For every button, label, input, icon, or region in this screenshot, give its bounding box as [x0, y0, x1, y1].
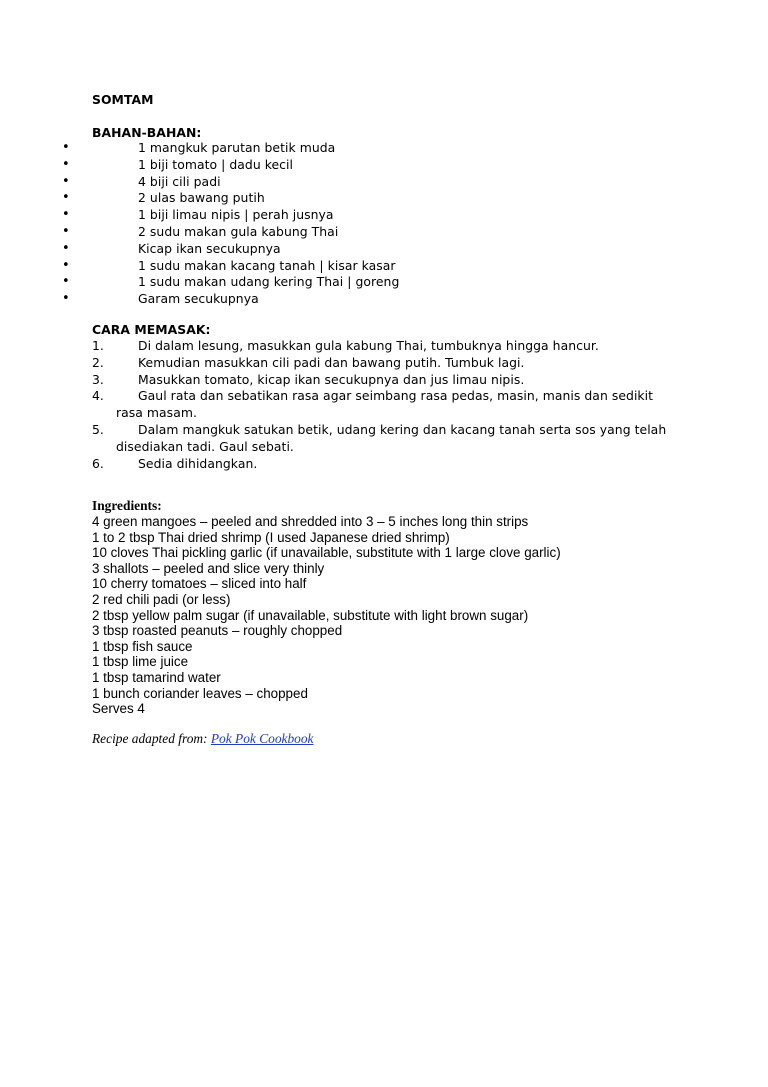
list-item [0, 190, 768, 207]
step-text: Masukkan tomato, kicap ikan secukupnya dan jus limau nipis. [138, 371, 525, 387]
step-number: 2. [92, 354, 104, 370]
list-item [0, 422, 768, 456]
list-item: 10 cherry tomatoes – sliced into half [92, 576, 307, 592]
bullet-icon: • [62, 223, 70, 239]
list-item [0, 456, 768, 473]
ingredient-text: 1 sudu makan kacang tanah | kisar kasar [138, 257, 396, 273]
step-number: 1. [92, 338, 104, 353]
list-item: 1 tbsp tamarind water [92, 669, 221, 685]
bullet-icon: • [62, 156, 70, 172]
list-item [0, 274, 768, 291]
credit-prefix: Recipe adapted from: [92, 731, 211, 746]
bullet-icon: • [62, 291, 70, 307]
ingredient-text: Kicap ikan secukupnya [138, 240, 281, 256]
list-item: 3 tbsp roasted peanuts – roughly chopped [92, 623, 343, 639]
bullet-icon: • [62, 240, 70, 256]
bullet-icon: • [62, 257, 70, 273]
bullet-icon: • [62, 190, 70, 206]
method-heading-malay: CARA MEMASAK: [92, 322, 211, 337]
list-item: 10 cloves Thai pickling garlic (if unavailable, substitute with 1 large clove garlic) [92, 545, 561, 561]
ingredient-text: 2 ulas bawang putih [138, 190, 265, 206]
ingredient-text: 4 biji cili padi [138, 173, 221, 189]
step-text: Di dalam lesung, masukkan gula kabung Thai, tumbuknya hingga hancur. [138, 338, 599, 353]
list-item [0, 355, 768, 372]
bullet-icon: • [62, 274, 70, 290]
ingredients-heading-malay: BAHAN-BAHAN: [92, 125, 202, 140]
ingredient-list-english [92, 514, 712, 717]
bullet-icon: • [62, 173, 70, 189]
list-item [0, 241, 768, 258]
list-item [0, 140, 768, 157]
list-item: 1 tbsp lime juice [92, 654, 189, 670]
ingredient-text: Garam secukupnya [138, 291, 259, 307]
list-item [0, 174, 768, 191]
ingredient-text: 1 biji limau nipis | perah jusnya [138, 207, 334, 223]
list-item [0, 258, 768, 275]
recipe-title: SOMTAM [92, 92, 154, 107]
ingredient-text: 2 sudu makan gula kabung Thai [138, 223, 339, 239]
step-text: Sedia dihidangkan. [138, 455, 258, 471]
method-steps-malay [0, 338, 768, 472]
ingredient-text: 1 mangkuk parutan betik muda [138, 140, 336, 155]
ingredients-heading-english: Ingredients: [92, 498, 162, 513]
step-number: 4. [92, 388, 104, 404]
list-item [0, 291, 768, 308]
list-item: 1 bunch coriander leaves – chopped [92, 685, 308, 701]
list-item [0, 157, 768, 174]
ingredient-list-malay [0, 140, 768, 308]
list-item [0, 372, 768, 389]
cookbook-link[interactable]: Pok Pok Cookbook [210, 731, 314, 746]
ingredient-text: 1 sudu makan udang kering Thai | goreng [138, 274, 400, 290]
list-item [0, 388, 768, 422]
list-item: 3 shallots – peeled and slice very thinly [92, 560, 325, 576]
recipe-credit [92, 731, 314, 747]
step-text: Dalam mangkuk satukan betik, udang kering dan kacang tanah serta sos yang telah disediakan tadi. Gaul sebati. [116, 421, 667, 454]
list-item [0, 224, 768, 241]
list-item [0, 338, 768, 355]
list-item: 1 to 2 tbsp Thai dried shrimp (I used Japanese dried shrimp) [92, 529, 450, 545]
step-text: Kemudian masukkan cili padi dan bawang putih. Tumbuk lagi. [138, 354, 525, 370]
step-number: 3. [92, 371, 104, 387]
list-item [0, 207, 768, 224]
ingredient-text: 1 biji tomato | dadu kecil [138, 156, 294, 172]
list-item: Serves 4 [92, 701, 145, 717]
list-item: 4 green mangoes – peeled and shredded into 3 – 5 inches long thin strips [92, 514, 529, 529]
bullet-icon: • [62, 207, 70, 223]
list-item: 2 red chili padi (or less) [92, 591, 231, 607]
step-number: 6. [92, 455, 104, 471]
step-text: Gaul rata dan sebatikan rasa agar seimbang rasa pedas, masin, manis dan sedikit rasa masam. [116, 388, 654, 421]
list-item: 1 tbsp fish sauce [92, 638, 193, 654]
list-item: 2 tbsp yellow palm sugar (if unavailable, substitute with light brown sugar) [92, 607, 529, 623]
english-ingredients-section [92, 497, 712, 717]
step-number: 5. [92, 421, 104, 437]
bullet-icon: • [62, 140, 70, 155]
